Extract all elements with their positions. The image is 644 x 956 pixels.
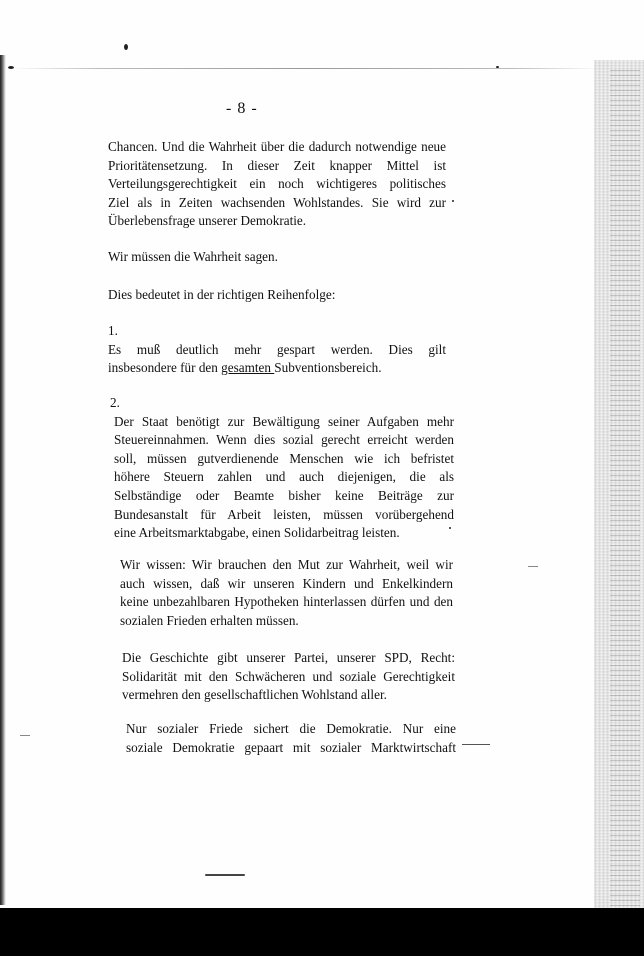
- scan-top-line: [10, 68, 600, 69]
- scan-speck: [124, 44, 128, 50]
- text-line: Prioritätensetzung. In dieser Zeit knapper Mittel ist: [108, 157, 446, 173]
- text-line: Wir müssen die Wahrheit sagen.: [108, 249, 278, 264]
- text-line: sozialen Frieden erhalten müssen.: [120, 612, 299, 628]
- text-line: soziale Demokratie gepaart mit sozialer Marktwirtschaft: [126, 739, 456, 755]
- text-segment: insbesondere für den: [108, 360, 222, 376]
- scan-margin-mark: [20, 735, 30, 736]
- text-line: Wir wissen: Wir brauchen den Mut zur Wahrheit, weil wir: [120, 557, 453, 572]
- text-line: Nur sozialer Friede sichert die Demokratie. Nur eine: [126, 721, 456, 736]
- text-line: Es muß deutlich mehr gespart werden. Dies gilt: [108, 341, 446, 357]
- text-line: Solidarität mit den Schwächeren und soziale Gerechtigkeit: [122, 668, 455, 684]
- text-line: auch wissen, daß wir unseren Kindern und Enkelkindern: [120, 575, 453, 591]
- text-line: Dies bedeutet in der richtigen Reihenfolge:: [108, 287, 336, 302]
- text-line: Der Staat benötigt zur Bewältigung seiner Aufgaben mehr: [114, 413, 454, 429]
- scan-speck: [496, 66, 499, 68]
- paragraph-1: [108, 138, 446, 231]
- text-line: [108, 359, 446, 378]
- scan-margin-mark: [528, 566, 538, 567]
- paragraph-2: [108, 248, 446, 267]
- scan-bottom-dash: [205, 874, 245, 876]
- text-line: Selbständige oder Beamte bisher keine Beiträge zur: [114, 487, 454, 503]
- page-number: - 8 -: [226, 100, 258, 117]
- text-line: Die Geschichte gibt unserer Partei, unserer SPD, Recht:: [122, 650, 455, 665]
- paragraph-5: [122, 649, 455, 705]
- text-line: Steuereinnahmen. Wenn dies sozial gerecht erreicht werden: [114, 432, 454, 448]
- scan-margin-mark: [462, 744, 490, 745]
- scan-speck: [452, 200, 454, 202]
- text-segment: Subventionsbereich.: [274, 360, 382, 376]
- text-line: vermehren den gesellschaftlichen Wohlstand aller.: [122, 687, 387, 703]
- text-line: soll, müssen gutverdienende Menschen wie ich befristet: [114, 450, 454, 466]
- text-line: eine Arbeitsmarktabgabe, einen Solidarbeitrag leisten.: [114, 525, 400, 541]
- paragraph-3: [108, 286, 446, 305]
- scan-left-edge: [0, 55, 6, 905]
- list-item-1: [108, 322, 446, 378]
- text-line: keine unbezahlbaren Hypotheken hinterlassen dürfen und den: [120, 594, 453, 610]
- item-number: 2.: [110, 395, 120, 410]
- scan-bottom-bar: [0, 908, 644, 956]
- list-item-2: [110, 394, 454, 543]
- text-line: Bundesanstalt für Arbeit leisten, müssen vorübergehend: [114, 506, 454, 522]
- underlined-word: gesamten: [221, 360, 275, 376]
- text-line: Verteilungsgerechtigkeit ein noch wichtigeres politisches: [108, 176, 446, 192]
- text-line: höhere Steuern zahlen und auch diejenigen, die als: [114, 469, 454, 485]
- paragraph-4: [120, 556, 453, 630]
- paragraph-6: [126, 720, 456, 757]
- item-number: 1.: [108, 323, 118, 338]
- scan-speck: [8, 66, 14, 69]
- text-line: Chancen. Und die Wahrheit über die dadurch notwendige neue: [108, 139, 446, 154]
- scan-right-edge-noise: [610, 70, 640, 930]
- text-line: Überlebensfrage unserer Demokratie.: [108, 213, 307, 229]
- text-line: Ziel als in Zeiten wachsenden Wohlstandes. Sie wird zur: [108, 194, 446, 210]
